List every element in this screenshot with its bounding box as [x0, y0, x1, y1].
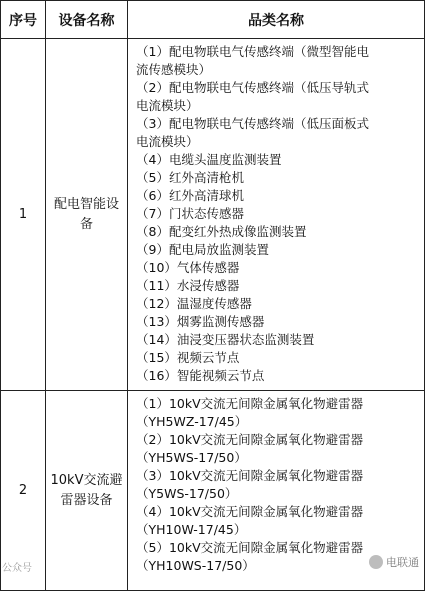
row-number: 1: [1, 39, 46, 391]
product-line: （14）油浸变压器状态监测装置: [136, 332, 315, 347]
product-line: （15）视频云节点: [136, 350, 240, 365]
product-line: （4）电缆头温度监测装置: [136, 152, 282, 167]
product-line: （YH10W-17/45）: [136, 522, 247, 537]
device-name: 10kV交流避雷器设备: [46, 391, 128, 591]
product-line: 电流模块）: [136, 134, 199, 149]
product-line: （5）10kV交流无间隙金属氧化物避雷器: [136, 540, 364, 555]
product-line: （6）红外高清球机: [136, 188, 244, 203]
product-line: （Y5WS-17/50）: [136, 486, 238, 501]
product-line: （7）门状态传感器: [136, 206, 244, 221]
product-line: （YH5WS-17/50）: [136, 450, 247, 465]
product-list: [128, 39, 425, 391]
product-line: 流传感模块）: [136, 62, 212, 77]
watermark-left: 公众号: [2, 563, 32, 574]
header-device: 设备名称: [46, 1, 128, 39]
table-header-row: [1, 1, 425, 39]
product-line: （YH5WZ-17/45）: [136, 414, 248, 429]
table-row: [1, 39, 425, 391]
header-no: 序号: [1, 1, 46, 39]
watermark-right: [369, 554, 419, 570]
wechat-logo-icon: [369, 555, 383, 569]
product-line: （3）10kV交流无间隙金属氧化物避雷器: [136, 468, 364, 483]
product-line: （13）烟雾监测传感器: [136, 314, 265, 329]
product-line: （2）10kV交流无间隙金属氧化物避雷器: [136, 432, 364, 447]
table-row: [1, 391, 425, 591]
product-line: （9）配电局放监测装置: [136, 242, 269, 257]
product-line: （5）红外高清枪机: [136, 170, 244, 185]
product-line: （2）配电物联电气传感终端（低压导轨式: [136, 80, 369, 95]
product-line: （4）10kV交流无间隙金属氧化物避雷器: [136, 504, 364, 519]
product-line: （12）温湿度传感器: [136, 296, 252, 311]
row-number: 2: [1, 391, 46, 591]
product-line: （3）配电物联电气传感终端（低压面板式: [136, 116, 369, 131]
product-line: （16）智能视频云节点: [136, 368, 265, 383]
watermark-right-text: 电联通: [386, 556, 419, 569]
product-line: （1）配电物联电气传感终端（微型智能电: [136, 44, 369, 59]
product-line: 电流模块）: [136, 98, 199, 113]
product-line: （1）10kV交流无间隙金属氧化物避雷器: [136, 396, 364, 411]
header-product: 品类名称: [128, 1, 425, 39]
product-line: （10）气体传感器: [136, 260, 240, 275]
product-line: （11）水浸传感器: [136, 278, 240, 293]
product-line: （8）配变红外热成像监测装置: [136, 224, 307, 239]
product-line: （YH10WS-17/50）: [136, 558, 255, 573]
device-name: 配电智能设备: [46, 39, 128, 391]
